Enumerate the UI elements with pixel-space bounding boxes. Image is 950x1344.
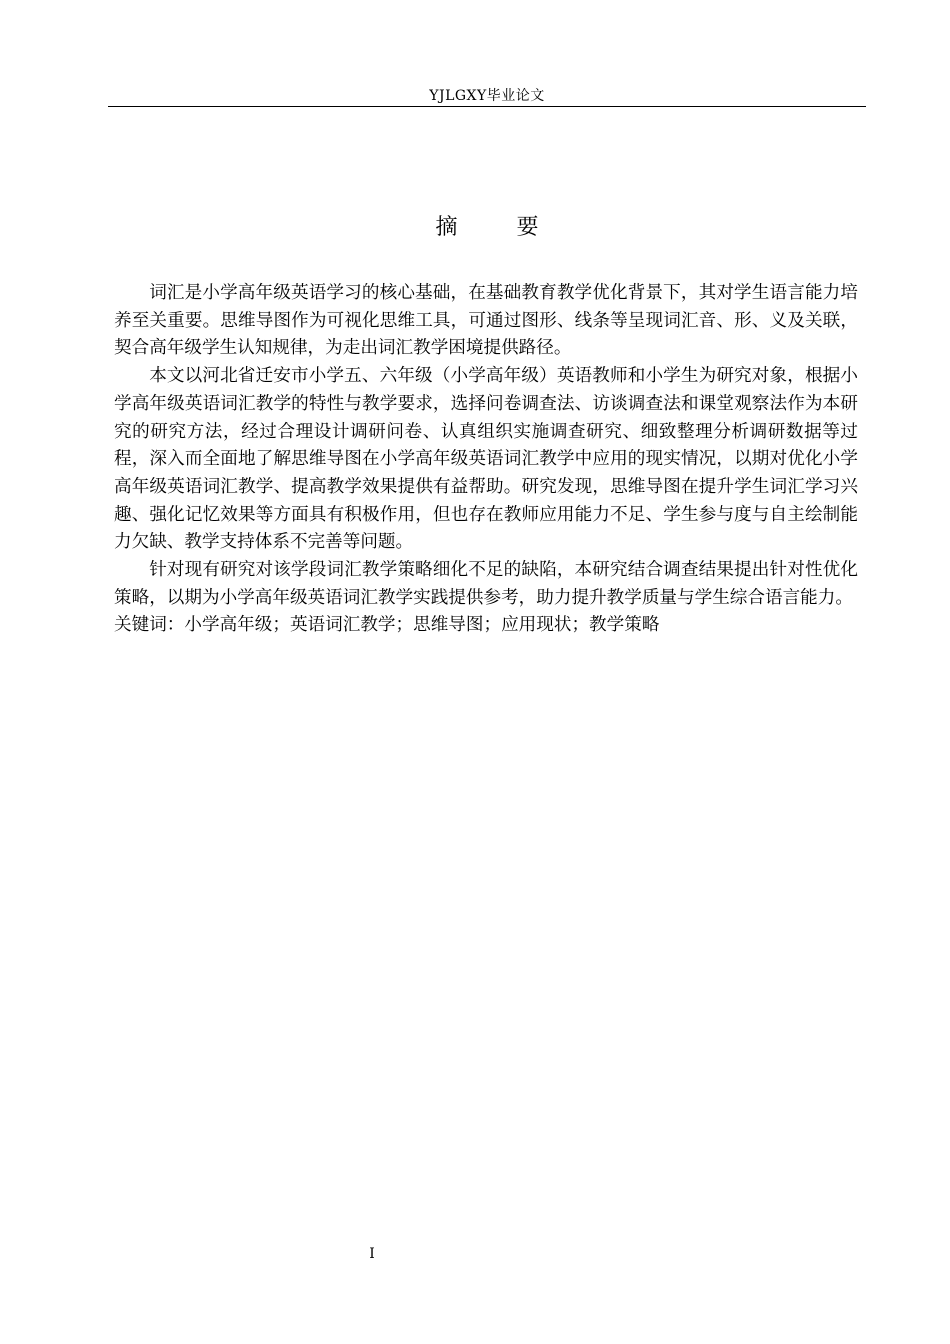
abstract-paragraph-1: 词汇是小学高年级英语学习的核心基础，在基础教育教学优化背景下，其对学生语言能力培养至关重要。思维导图作为可视化思维工具，可通过图形、线条等呈现词汇音、形、义及关联，契合高年级学生认知规律，为走出词汇教学困境提供路径。 [114,283,858,359]
header-rule [108,106,866,107]
abstract-title: 摘 要 [435,215,565,240]
abstract-body [114,280,858,640]
abstract-paragraph-3: 针对现有研究对该学段词汇教学策略细化不足的缺陷，本研究结合调查结果提出针对性优化策略，以期为小学高年级英语词汇教学实践提供参考，助力提升教学质量与学生综合语言能力。 [114,560,858,608]
abstract-paragraph-2: 本文以河北省迁安市小学五、六年级（小学高年级）英语教师和小学生为研究对象，根据小学高年级英语词汇教学的特性与教学要求，选择问卷调查法、访谈调查法和课堂观察法作为本研究的研究方法，经过合理设计调研问卷、认真组织实施调查研究、细致整理分析调研数据等过程，深入而全面地了解思维导图在小学高年级英语词汇教学中应用的现实情况，以期对优化小学高年级英语词汇教学、提高教学效果提供有益帮助。研究发现，思维导图在提升学生词汇学习兴趣、强化记忆效果等方面具有积极作用，但也存在教师应用能力不足、学生参与度与自主绘制能力欠缺、教学支持体系不完善等问题。 [114,366,858,553]
page-number: I [369,1246,375,1262]
keywords-line: 关键词：小学高年级；英语词汇教学；思维导图；应用现状；教学策略 [114,615,660,636]
running-header: YJLGXY毕业论文 [429,88,545,104]
